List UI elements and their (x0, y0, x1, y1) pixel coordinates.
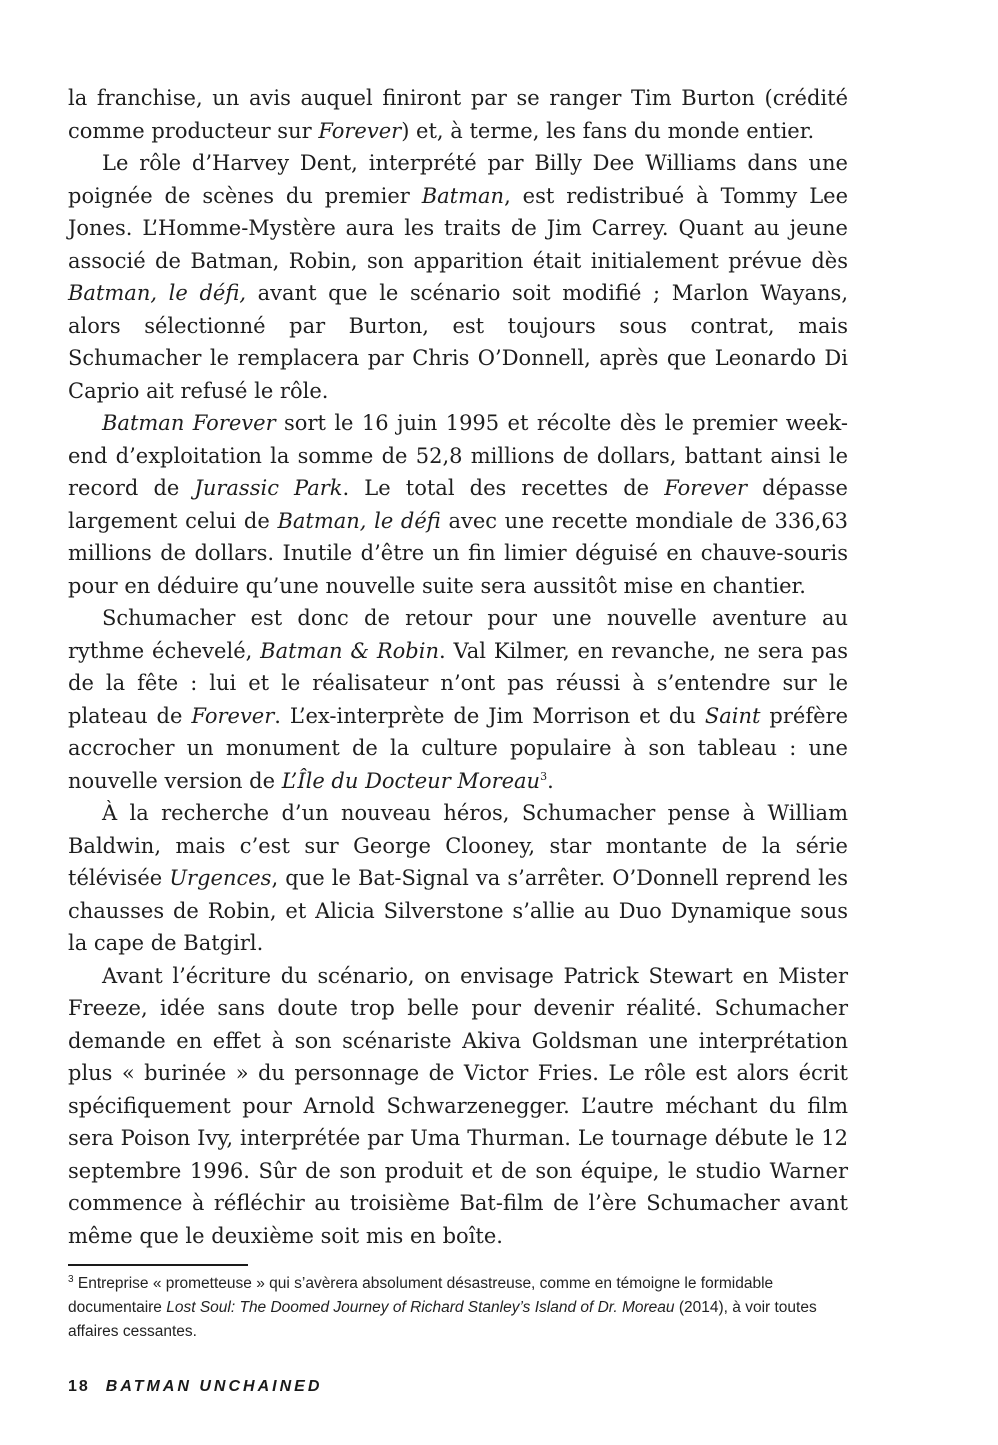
footnote-separator (68, 1264, 248, 1266)
italic-title: Batman & Robin (260, 638, 439, 663)
italic-title: Forever (318, 118, 402, 143)
text-run: Schumacher est donc de retour pour une nouvelle aventure au rythme échevelé, (68, 606, 848, 663)
body-text (68, 82, 848, 1252)
page-footer (68, 1378, 322, 1396)
paragraph (68, 82, 848, 147)
text-run: , que le Bat-Signal va s’arrêter. O’Donnell reprend les chausses de Robin, et Alicia Silverstone s’allie au Duo Dynamique sous la cape de Batgirl. (68, 866, 849, 955)
text-run: ) et, à terme, les fans du monde entier. (401, 118, 815, 143)
paragraph (68, 602, 848, 797)
text-run: sort le 16 juin 1995 et récolte dès le premier week-end d’exploitation la somme de 52,8 millions de dollars, battant ainsi le record de (68, 411, 848, 500)
text-run: Le rôle d’Harvey Dent, interprété par Billy Dee Williams dans une poignée de scènes du premier (68, 151, 848, 208)
text-run: avec une recette mondiale de 336,63 millions de dollars. Inutile d’être un fin limier déguisé en chauve-souris pour en déduire qu’une nouvelle suite sera aussitôt mise en chantier. (68, 508, 848, 598)
running-title: BATMAN UNCHAINED (105, 1378, 323, 1395)
italic-title: Urgences (169, 866, 272, 890)
text-run: dépasse largement celui de (68, 476, 848, 533)
italic-title: Forever (664, 476, 748, 500)
footnote-number: 3 (68, 1273, 74, 1285)
footnote (68, 1272, 828, 1344)
italic-title: Lost Soul: The Doomed Journey of Richard Stanley’s Island of Dr. Moreau (166, 1299, 675, 1316)
text-run: préfère accrocher un monument de la culture populaire à son tableau : une nouvelle version de (68, 703, 849, 793)
text-run: avant que le scénario soit modifié ; Marlon Wayans, alors sélectionné par Burton, est toujours sous contrat, mais Schumacher le remplacera par Chris O’Donnell, après que Leonardo Di Caprio ait refusé le rôle. (68, 281, 849, 403)
italic-title: Forever (191, 703, 275, 728)
text-run: . Val Kilmer, en revanche, ne sera pas de la fête : lui et le réalisateur n’ont pas réussi à s’entendre sur le plateau de (68, 638, 849, 728)
paragraph (68, 147, 848, 407)
italic-title: L’Île du Docteur Moreau (281, 768, 541, 793)
text-run: . L’ex-interprète de Jim Morrison et du (274, 703, 705, 728)
page-number: 18 (68, 1378, 90, 1395)
text-run: Avant l’écriture du scénario, on envisage Patrick Stewart en Mister Freeze, idée sans doute trop belle pour devenir réalité. Schumacher demande en effet à son scénariste Akiva Goldsman une interprétation plus « burinée » du personnage de Victor Fries. Le rôle est alors écrit spécifiquement pour Arnold Schwarzenegger. L’autre méchant du film sera Poison Ivy, interprétée par Uma Thurman. Le tournage débute le 12 septembre 1996. Sûr de son produit et de son équipe, le studio Warner commence à réfléchir au troisième Bat-film de l’ère Schumacher avant même que le deuxième soit mis en boîte. (68, 963, 848, 1248)
text-run: (2014), à voir toutes affaires cessantes. (68, 1299, 817, 1340)
paragraph (68, 407, 848, 602)
footnote-text (68, 1275, 817, 1340)
text-run: . Le total des recettes de (342, 476, 665, 500)
italic-title: Batman Forever (102, 411, 276, 435)
italic-title: Batman (421, 183, 505, 208)
text-run: la franchise, un avis auquel finiront par se ranger Tim Burton (crédité comme producteur sur (68, 86, 848, 143)
italic-title: Batman, le défi, (68, 281, 247, 305)
paragraph (68, 960, 848, 1253)
italic-title: Batman, le défi (277, 508, 441, 533)
footnote-reference: 3 (540, 769, 548, 783)
text-run: , est redistribué à Tommy Lee Jones. L’Homme-Mystère aura les traits de Jim Carrey. Quant au jeune associé de Batman, Robin, son apparition était initialement prévue dès (68, 183, 848, 273)
text-run: À la recherche d’un nouveau héros, Schumacher pense à William Baldwin, mais c’est sur George Clooney, star montante de la série télévisée (68, 801, 848, 890)
italic-title: Jurassic Park (194, 476, 343, 500)
text-run: . (547, 768, 554, 793)
paragraph (68, 797, 848, 960)
text-run: Entreprise « prometteuse » qui s’avèrera absolument désastreuse, comme en témoigne le formidable documentaire (68, 1275, 774, 1316)
italic-title: Saint (704, 703, 761, 728)
